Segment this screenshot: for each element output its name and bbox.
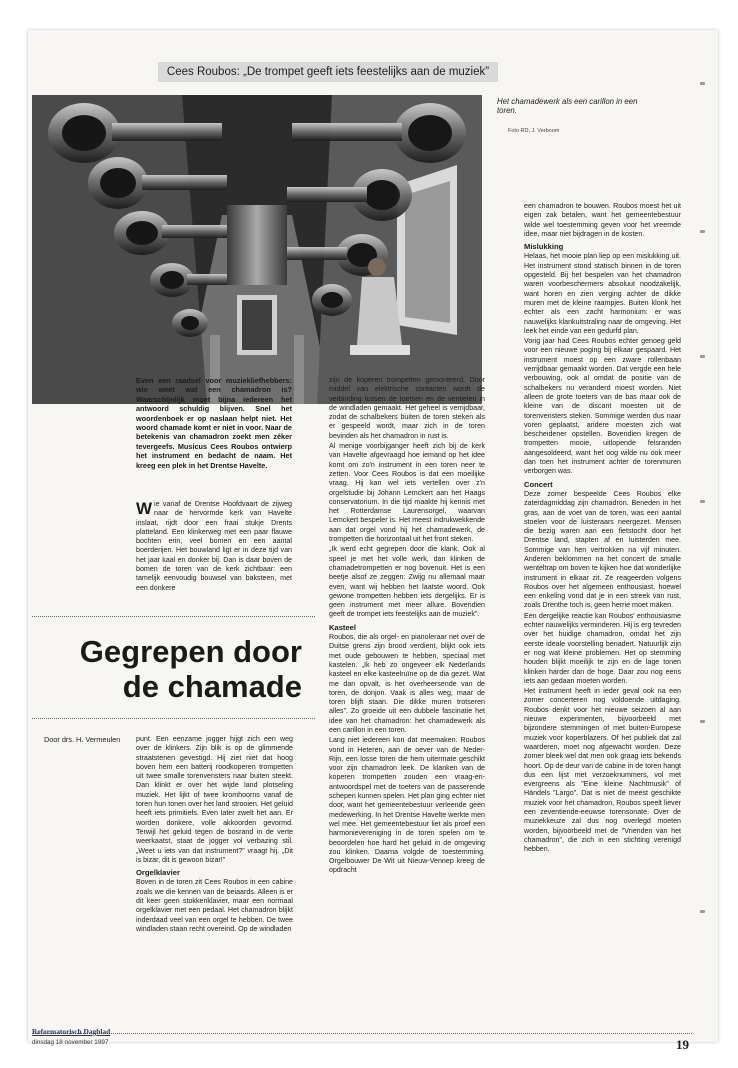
headline-line-1: Gegrepen door [79, 634, 302, 669]
paragraph: een chamadron te bouwen. Roubos moest het uit eigen zak betalen, want het gemeentebestuur wilde wel toestemming geven voor het vreemde idee, maar niet bijdragen in de kosten. [524, 202, 681, 238]
byline: Door drs. H. Vermeulen [44, 735, 121, 744]
margin-mark [700, 82, 705, 85]
divider-rule [32, 616, 315, 617]
margin-mark [700, 230, 705, 233]
intro-text: ie vanaf de Drentse Hoofdvaart de zijweg naar de hervormde kerk van Havelte inslaat, rijdt door een fraai stukje Drents platteland. Een klinkerweg met een paar flauwe bochten erin, veel bomen en een aantal boerderijen. Het bouwland ligt er in deze tijd van het jaar kaal en donker bij. Dan is daar boven de bomen de toren van de kerk zichtbaar: een tamelijk eenvoudig bouwsel van baksteen, met een donkere [136, 500, 292, 592]
newspaper-page [28, 30, 718, 1052]
article-lead: Even een raadsel voor muziekliefhebbers: wie weet wat een chamadron is? Waarschijnlijk moet bijna iedereen het antwoord schuldig blijven. Snel het woordenboek er op naslaan helpt niet. Het woord chamade komt er niet in voor. Naar de betekenis van chamadron zoekt men zéker tevergeefs. Musicus Cees Roubos ontwierp het instrument en bedacht de naam. Het kreeg een plek in het Drentse Havelte. [136, 376, 292, 470]
subheading: Orgelklavier [136, 868, 180, 878]
margin-mark [700, 720, 705, 723]
page-number: 19 [676, 1037, 689, 1052]
paragraph: Boven in de toren zit Cees Roubos in een cabine zoals we die kennen van de beiaards. Alleen is er dit keer geen stokkenklavier, maar een normaal orgelklavier met een pedaal. Het chamadron blijkt inderdaad veel van een orgel te hebben. De twee windladen staan recht overeind. Op de windladen [136, 878, 293, 933]
paragraph: zijn de koperen trompetten gemonteerd. Door middel van elektrische contacten wordt de verbinding tussen de toetsen en de ventielen in de windladen gemaakt. Het geheel is verrijdbaar, zodat de schalbekers buiten de toren steken als er gespeeld wordt, maar zich in de toren bevinden als het chamadron in rust is. [329, 376, 485, 440]
text-column-2 [136, 735, 293, 1022]
paragraph: Al menige voorbijganger heeft zich bij de kerk van Havelte afgevraagd hoe iemand op het idee komt om zo'n instrument in een toren neer te zetten. Voor Cees Roubos is dat een moeilijke vraag. Hij kan wel iets vertellen over z'n orgelstudie bij Johann Lemckert aan het Haags conservatorium. In die tijd maakte hij kennis met het Rotterdamse Laurensorgel, waarvan Lemckert bespeler is. Het meest indrukwekkende aan dat orgel vond hij het chamadewerk, de trompetten die horizontaal uit het front steken. [329, 442, 485, 544]
subheading: Mislukking [524, 242, 564, 252]
drop-cap: W [136, 499, 153, 518]
organ-pipes-photo-icon [32, 95, 482, 404]
subheading: Concert [524, 479, 553, 489]
paragraph: Vorig jaar had Cees Roubos echter genoeg geld voor een nieuwe poging bij elkaar gespaard. Het instrument moest op een zware rollenbaan verrijdbaar gemaakt worden. Dat vergde een hele verbouwing, ook al omdat de positie van de schalbekers nu veranderd moest worden. Niet alleen de grote toeters van de bas maar ook de kleine van de discant moesten uit de torenvensters steken. Sommige werden dus naar voren geplaatst, andere moesten zich wat bescheidener opstellen. Bovendien kregen de trompetten mooie, uitlopende felsranden aangesoldeerd, want het oog wilde nu ook meer dan toen het instrument achter de torenmuren verborgen was. [524, 337, 681, 476]
newspaper-name-link[interactable]: Reformatorisch Dagblad [32, 1027, 111, 1036]
intro-paragraph [136, 500, 292, 593]
photo-credit: Foto RD, J. Verboom [508, 128, 560, 134]
paragraph: Lang niet iedereen kon dat meemaken. Roubos vond in Heteren, aan de oever van de Neder-Rijn, een losse toren die hem uitermate geschikt voor zijn chamadron leek. De klanken van de koperen trompetten zouden een vraag-en-antwoordspel met de toeters van de passerende schepen kunnen spelen. Het plan ging echter niet door, want het gemeentebestuur verleende geen medewerking. In het Drentse Havelte werkte men wel mee. Het gemeentebestuur liet als proef een harmonievereniging in de toren spelen om te beoordelen hoe hard het geluid in de omgeving zou klinken. Daarna volgde de toestemming. Orgelbouwer De Wit uit Nieuw-Vennep kreeg de opdracht [329, 736, 485, 875]
publication-date: dinsdag 18 november 1997 [32, 1039, 109, 1046]
headline [62, 634, 302, 704]
margin-mark [700, 910, 705, 913]
subheading: Kasteel [329, 622, 357, 632]
text-column-3 [329, 376, 485, 1031]
margin-mark [700, 500, 705, 503]
footer-rule [32, 1033, 692, 1034]
paragraph: Het instrument heeft in ieder geval ook na een zomer concerteren nog voldoende uitdaging. Roubos denkt voor het nieuwe seizoen al aan nieuwe experimenten, bijvoorbeeld met bijzondere stemmingen of met buiten-Europese muziek voor koperblazers. Of het publiek dat zal waarderen, moet nog afgewacht worden. Deze zomer bleek wel dat men ook graag iets bekends hoort. Op de deur van de cabine in de toren hangt dus een lijst met verzoeknummers, vol met evergreens als "Eine kleine Nachtmusik" of Händels "Largo". Dat is niet de meest geschikte muziek voor het chamadron, Roubos speelt liever een zeventiende-eeuwse torensonate. Over de muziekkeuze zal dus nog overlegd moeten worden, bijvoorbeeld met de "Vrienden van het chamadron", die zich in een stichting verenigd hebben. [524, 687, 681, 854]
paragraph: Roubos, die als orgel- en pianoleraar net over de Duitse grens zijn brood verdient, blijkt ook iets met oude gebouwen te hebben, speciaal met kastelen. „Ik heb zo ongeveer elk Nederlands kasteel en elke kasteelruïne op de dia gezet. Wat me dan opvalt, is het overheersende van de toren, de donjon. Vaak is alles weg, maar de toren blijft staan. Die dikke muren trotseren alles”. Zo groeide uit een dubbele fascinatie het idee van het chamadron: het chamadewerk als een carillon in een toren. [329, 633, 485, 734]
paragraph: Helaas, het mooie plan liep op een mislukking uit. Het instrument stond statisch binnen in de toren opgesteld. Bij het bespelen van het chamadron waren voorbeschermers absoluut noodzakelijk, want horen en zien verging achter de dikke muren met de kleine raampjes. Buiten klonk het echter als een zacht harmonium: er was nauwelijks klankuitstraling naar de omgeving. Het leek het einde van een gedurfd plan. [524, 252, 681, 335]
header-banner: Cees Roubos: „De trompet geeft iets feestelijks aan de muziek” [158, 62, 498, 82]
paragraph: „Ik werd echt gegrepen door die klank. Ook al speel je met het volle werk, dan klinken de chamadetrompetten er nog bovenuit. Het is een beetje alsof ze zeggen: Zwijg nu allemaal maar even, want wij hebben het laatste woord. Ook gewone trompetten hebben iets dergelijks. Er is geen instrument met meer allure. Bovendien geeft de trompet iets feestelijks aan de muziek”. [329, 545, 485, 619]
paragraph: Een dergelijke reactie kan Roubos' enthousiasme echter nauwelijks verminderen. Hij is erg tevreden over het huidige chamadron, omdat het zijn eerste ideale voorstelling benadert. Natuurlijk zijn er nog wat kleine problemen. Het op stemming houden blijkt moeilijk te zijn en de lage tonen klinken harder dan de hoge. Daar zou nog eens iets aan gedaan moeten worden. [524, 611, 681, 685]
margin-mark [700, 355, 705, 358]
paragraph: punt. Een eenzame jogger hijgt zich een weg over de klinkers. Zijn blik is op de glimmende straatstenen gevestigd. Hij ziet niet dat hoog boven hem een batterij roodkoperen trompetten uit twee smalle torenvensters naar buiten steekt. Dan klinkt er over het wijde land plotseling muziek. Het lijkt of twee kromhoorns vanaf de toren hun tonen over het land strooien. Het geluid heeft iets primitiefs. Even later zwelt het aan. Er worden donkere, volle akkoorden gevormd. Terwijl het geluid tegen de bosrand in de verte weerkaatst, staat de jogger vol verbazing stil. „Weet u iets van dat instrument?” vraagt hij. „Dit is bizar, dit is gewoon bizar!” [136, 735, 293, 864]
headline-line-2: de chamade [122, 669, 302, 704]
paragraph: Deze zomer bespeelde Cees Roubos elke zaterdagmiddag zijn chamadron. Beneden in het gras, aan de voet van de toren, was een aantal stoelen voor de luisteraars neergezet. Mensen die bezig waren aan een fietstocht door het Drentse land, stapten af en luisterden mee. Sommige van hen vertrokken na vijf minuten. Anderen beklommen na het concert de smalle wenteltrap om boven te kijken hoe dat wonderlijke instrument in elkaar zit. Ze reageerden volgens Roubos over het algemeen enthousiast, hoewel een enkeling vond dat je in een streek van rust, zoals Drenthe toch is, geen herrie moet maken. [524, 489, 681, 610]
text-column-4 [524, 202, 681, 1020]
organ-pipes-photo [32, 95, 482, 404]
photo-caption: Het chamadewerk als een carillon in een toren. [497, 97, 638, 116]
divider-rule [32, 718, 315, 719]
